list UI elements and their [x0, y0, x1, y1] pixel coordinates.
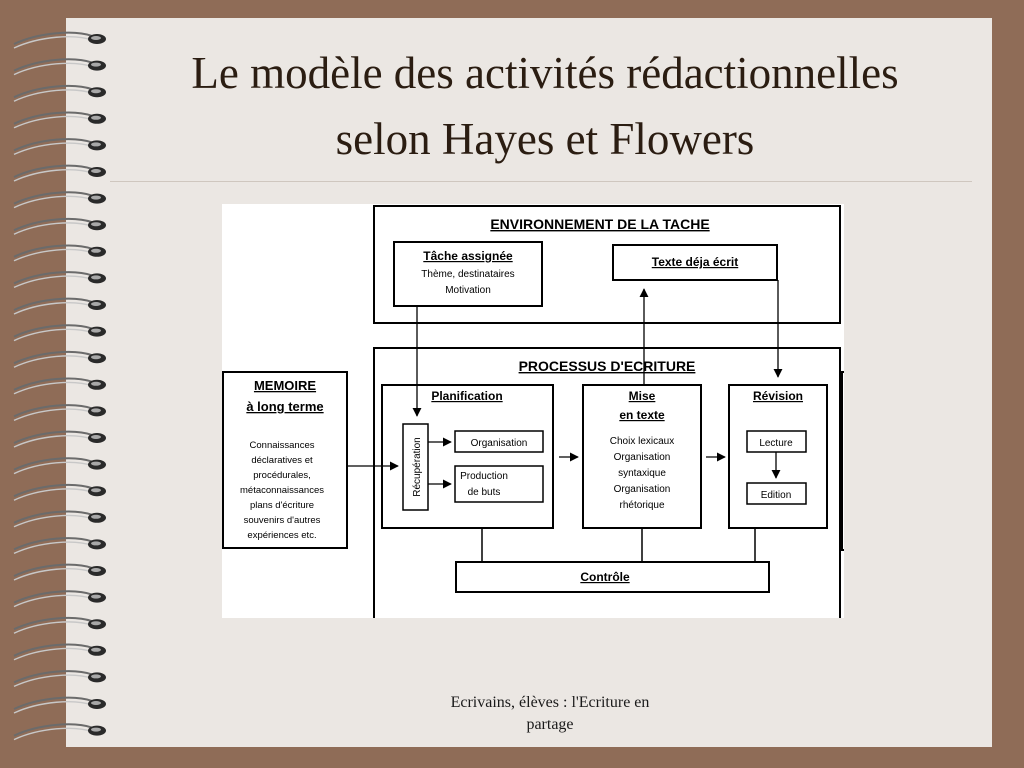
translating-title-2: en texte [619, 408, 665, 422]
translating-title-1: Mise [628, 389, 656, 403]
control-label: Contrôle [580, 570, 630, 584]
spiral-ring [14, 645, 106, 660]
translating-line-5: rhétorique [619, 500, 665, 511]
spiral-ring [14, 591, 106, 606]
planning-box [382, 385, 553, 528]
organisation-label: Organisation [470, 438, 528, 449]
title-divider [110, 181, 972, 182]
memory-line-4: métaconnaissances [240, 485, 324, 496]
task-title: Tâche assignée [423, 249, 513, 263]
spiral-ring [14, 432, 106, 447]
editing-label: Edition [760, 490, 792, 501]
spiral-ring [14, 246, 106, 261]
spiral-ring [14, 698, 106, 713]
memory-line-5: plans d'écriture [249, 500, 315, 511]
translating-line-1: Choix lexicaux [609, 436, 675, 447]
spiral-ring [14, 618, 106, 633]
task-line-2: Motivation [445, 285, 491, 296]
spiral-ring [14, 325, 106, 340]
spiral-ring [14, 512, 106, 527]
spiral-ring [14, 565, 106, 580]
spiral-ring [14, 166, 106, 181]
footer-line-2: partage [526, 716, 574, 733]
spiral-ring [14, 272, 106, 287]
spiral-ring [14, 33, 106, 48]
memory-title-2: à long terme [246, 399, 324, 414]
spiral-ring [14, 724, 106, 739]
translating-line-2: Organisation [613, 452, 671, 463]
spiral-ring [14, 379, 106, 394]
planning-title: Planification [431, 389, 503, 403]
spiral-ring [14, 113, 106, 128]
spiral-ring [14, 352, 106, 367]
footer-line-1: Ecrivains, élèves : l'Ecriture en [450, 694, 650, 711]
spiral-ring [14, 299, 106, 314]
spiral-ring [14, 405, 106, 420]
memory-line-1: Connaissances [249, 440, 315, 451]
spiral-ring [14, 192, 106, 207]
translating-line-3: syntaxique [618, 468, 666, 479]
goals-line-2: de buts [467, 487, 501, 498]
reading-label: Lecture [759, 438, 793, 449]
title-line-1: Le modèle des activités rédactionnelles [191, 48, 899, 98]
spiral-ring [14, 671, 106, 686]
slide-title [100, 40, 990, 172]
written-text-label: Texte déja écrit [651, 255, 739, 269]
spiral-ring [14, 59, 106, 74]
spiral-ring [14, 485, 106, 500]
memory-title-1: MEMOIRE [253, 378, 317, 393]
spiral-ring [14, 86, 106, 101]
goals-line-1: Production [460, 471, 508, 482]
memory-line-7: expériences etc. [247, 530, 317, 541]
memory-line-2: déclaratives et [251, 455, 313, 466]
diagram-svg [222, 204, 844, 618]
spiral-ring [14, 219, 106, 234]
spiral-ring [14, 538, 106, 553]
retrieval-label: Récupération [412, 437, 423, 497]
title-line-2: selon Hayes et Flowers [335, 114, 755, 164]
task-line-1: Thème, destinataires [421, 269, 515, 280]
revision-title: Révision [752, 389, 804, 403]
hayes-flowers-diagram [222, 204, 844, 618]
environment-title: ENVIRONNEMENT DE LA TACHE [490, 216, 710, 232]
slide-footer [400, 692, 700, 736]
spiral-ring [14, 458, 106, 473]
translating-line-4: Organisation [613, 484, 671, 495]
spiral-ring [14, 139, 106, 154]
process-title: PROCESSUS D'ECRITURE [518, 358, 696, 374]
memory-line-6: souvenirs d'autres [243, 515, 321, 526]
revision-box [729, 385, 827, 528]
memory-line-3: procédurales, [253, 470, 311, 481]
